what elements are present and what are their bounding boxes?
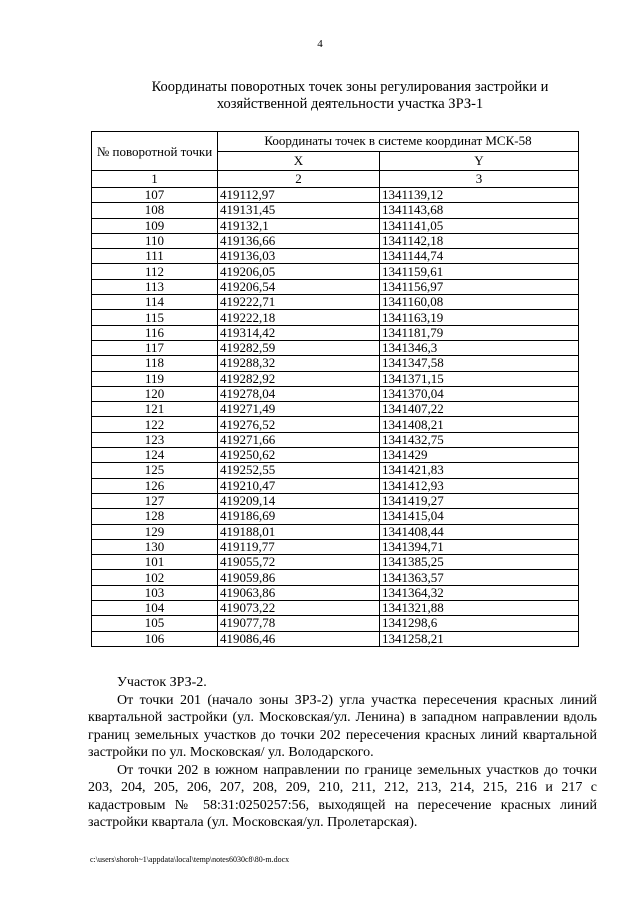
y-coordinate-cell: 1341412,93 [380, 478, 579, 493]
table-row [92, 631, 579, 646]
table-row [92, 524, 579, 539]
x-coordinate-cell: 419112,97 [218, 188, 380, 203]
table-row [92, 493, 579, 508]
x-coordinate-cell: 419073,22 [218, 601, 380, 616]
y-coordinate-cell: 1341419,27 [380, 493, 579, 508]
point-number-cell: 109 [92, 218, 218, 233]
x-coordinate-cell: 419188,01 [218, 524, 380, 539]
table-row [92, 249, 579, 264]
x-coordinate-cell: 419210,47 [218, 478, 380, 493]
table-row [92, 616, 579, 631]
y-coordinate-cell: 1341142,18 [380, 233, 579, 248]
table-row [92, 509, 579, 524]
y-coordinate-cell: 1341408,21 [380, 417, 579, 432]
point-number-cell: 114 [92, 295, 218, 310]
y-coordinate-cell: 1341298,6 [380, 616, 579, 631]
y-coordinate-cell: 1341321,88 [380, 601, 579, 616]
point-number-cell: 116 [92, 325, 218, 340]
table-row [92, 264, 579, 279]
y-coordinate-cell: 1341159,61 [380, 264, 579, 279]
x-coordinate-cell: 419077,78 [218, 616, 380, 631]
x-coordinate-cell: 419086,46 [218, 631, 380, 646]
table-row [92, 386, 579, 401]
table-row [92, 356, 579, 371]
y-coordinate-cell: 1341408,44 [380, 524, 579, 539]
y-coordinate-cell: 1341432,75 [380, 432, 579, 447]
x-coordinate-cell: 419206,54 [218, 279, 380, 294]
table-title [100, 79, 600, 113]
point-number-cell: 101 [92, 555, 218, 570]
x-coordinate-cell: 419271,66 [218, 432, 380, 447]
title-line-1: Координаты поворотных точек зоны регулирования застройки и [151, 79, 549, 95]
point-number-cell: 115 [92, 310, 218, 325]
x-coordinate-cell: 419132,1 [218, 218, 380, 233]
body-text [88, 674, 597, 832]
point-number-cell: 102 [92, 570, 218, 585]
y-coordinate-cell: 1341139,12 [380, 188, 579, 203]
point-number-cell: 122 [92, 417, 218, 432]
y-coordinate-cell: 1341156,97 [380, 279, 579, 294]
table-row [92, 539, 579, 554]
paragraph-1: От точки 201 (начало зоны ЗРЗ-2) угла участка пересечения красных линий квартальной застройки (ул. Московская/ул. Ленина) в западном направлении вдоль границ земельных участков до точки 202 пересечения красных линий квартальной застройки по ул. Московская/ ул. Володарского. [88, 692, 597, 760]
table-row [92, 601, 579, 616]
point-number-cell: 106 [92, 631, 218, 646]
header-point-number: № поворотной точки [92, 132, 218, 171]
x-coordinate-cell: 419059,86 [218, 570, 380, 585]
point-number-cell: 127 [92, 493, 218, 508]
point-number-cell: 107 [92, 188, 218, 203]
point-number-cell: 104 [92, 601, 218, 616]
y-coordinate-cell: 1341163,19 [380, 310, 579, 325]
x-coordinate-cell: 419186,69 [218, 509, 380, 524]
point-number-cell: 121 [92, 402, 218, 417]
point-number-cell: 125 [92, 463, 218, 478]
y-coordinate-cell: 1341346,3 [380, 340, 579, 355]
point-number-cell: 119 [92, 371, 218, 386]
table-row [92, 310, 579, 325]
y-coordinate-cell: 1341347,58 [380, 356, 579, 371]
header-x: X [218, 151, 380, 171]
table-row [92, 340, 579, 355]
y-coordinate-cell: 1341181,79 [380, 325, 579, 340]
point-number-cell: 113 [92, 279, 218, 294]
table-row [92, 585, 579, 600]
table-row [92, 371, 579, 386]
point-number-cell: 124 [92, 448, 218, 463]
table-row [92, 218, 579, 233]
x-coordinate-cell: 419209,14 [218, 493, 380, 508]
point-number-cell: 111 [92, 249, 218, 264]
point-number-cell: 120 [92, 386, 218, 401]
page-number: 4 [317, 38, 323, 50]
x-coordinate-cell: 419131,45 [218, 203, 380, 218]
x-coordinate-cell: 419271,49 [218, 402, 380, 417]
y-coordinate-cell: 1341144,74 [380, 249, 579, 264]
header-coordinate-system: Координаты точек в системе координат МСК-58 [218, 132, 579, 152]
x-coordinate-cell: 419250,62 [218, 448, 380, 463]
x-coordinate-cell: 419136,03 [218, 249, 380, 264]
x-coordinate-cell: 419119,77 [218, 539, 380, 554]
y-coordinate-cell: 1341371,15 [380, 371, 579, 386]
y-coordinate-cell: 1341421,83 [380, 463, 579, 478]
table-row [92, 279, 579, 294]
y-coordinate-cell: 1341143,68 [380, 203, 579, 218]
table-row [92, 432, 579, 447]
column-index-2: 2 [218, 171, 380, 188]
table-row [92, 463, 579, 478]
paragraph-2: От точки 202 в южном направлении по границе земельных участков до точки 203, 204, 205, 206, 207, 208, 209, 210, 211, 212, 213, 214, 215, 216 и 217 с кадастровым № 58:31:0250257:56, выходящей на пересечение красных линий застройки квартала (ул. Московская/ул. Пролетарская). [88, 762, 597, 830]
x-coordinate-cell: 419278,04 [218, 386, 380, 401]
x-coordinate-cell: 419314,42 [218, 325, 380, 340]
y-coordinate-cell: 1341385,25 [380, 555, 579, 570]
point-number-cell: 117 [92, 340, 218, 355]
column-index-1: 1 [92, 171, 218, 188]
point-number-cell: 118 [92, 356, 218, 371]
table-row [92, 295, 579, 310]
point-number-cell: 129 [92, 524, 218, 539]
y-coordinate-cell: 1341364,32 [380, 585, 579, 600]
y-coordinate-cell: 1341141,05 [380, 218, 579, 233]
x-coordinate-cell: 419282,92 [218, 371, 380, 386]
table-row [92, 555, 579, 570]
point-number-cell: 108 [92, 203, 218, 218]
point-number-cell: 103 [92, 585, 218, 600]
x-coordinate-cell: 419252,55 [218, 463, 380, 478]
x-coordinate-cell: 419288,32 [218, 356, 380, 371]
section-heading: Участок ЗРЗ-2. [117, 675, 207, 690]
x-coordinate-cell: 419055,72 [218, 555, 380, 570]
y-coordinate-cell: 1341160,08 [380, 295, 579, 310]
y-coordinate-cell: 1341370,04 [380, 386, 579, 401]
table-row [92, 402, 579, 417]
table-row [92, 448, 579, 463]
point-number-cell: 123 [92, 432, 218, 447]
x-coordinate-cell: 419206,05 [218, 264, 380, 279]
y-coordinate-cell: 1341415,04 [380, 509, 579, 524]
table-row [92, 478, 579, 493]
y-coordinate-cell: 1341258,21 [380, 631, 579, 646]
coordinates-table [91, 131, 579, 647]
point-number-cell: 110 [92, 233, 218, 248]
point-number-cell: 128 [92, 509, 218, 524]
table-row [92, 203, 579, 218]
table-row [92, 417, 579, 432]
column-index-3: 3 [380, 171, 579, 188]
title-line-2: хозяйственной деятельности участка ЗРЗ-1 [216, 96, 484, 112]
table-row [92, 188, 579, 203]
y-coordinate-cell: 1341394,71 [380, 539, 579, 554]
y-coordinate-cell: 1341407,22 [380, 402, 579, 417]
point-number-cell: 105 [92, 616, 218, 631]
y-coordinate-cell: 1341429 [380, 448, 579, 463]
x-coordinate-cell: 419282,59 [218, 340, 380, 355]
point-number-cell: 126 [92, 478, 218, 493]
point-number-cell: 112 [92, 264, 218, 279]
table-row [92, 325, 579, 340]
footer-file-path: c:\users\shoroh~1\appdata\local\temp\notes6030c8\80-m.docx [90, 855, 290, 864]
y-coordinate-cell: 1341363,57 [380, 570, 579, 585]
x-coordinate-cell: 419222,18 [218, 310, 380, 325]
point-number-cell: 130 [92, 539, 218, 554]
header-y: Y [380, 151, 579, 171]
x-coordinate-cell: 419136,66 [218, 233, 380, 248]
table-row [92, 570, 579, 585]
table-row [92, 233, 579, 248]
x-coordinate-cell: 419222,71 [218, 295, 380, 310]
x-coordinate-cell: 419276,52 [218, 417, 380, 432]
x-coordinate-cell: 419063,86 [218, 585, 380, 600]
